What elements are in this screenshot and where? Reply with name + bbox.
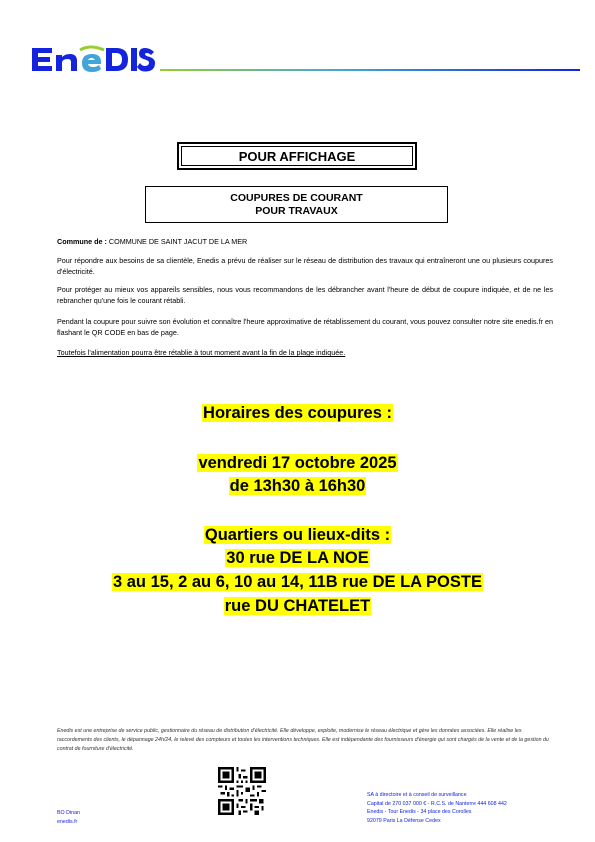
schedule-heading: Horaires des coupures : — [203, 404, 392, 422]
schedule-time: de 13h30 à 16h30 — [229, 477, 366, 495]
notice-paragraph-3: Pendant la coupure pour suivre son évolution et connaître l'heure approximative de rétablissement du courant, vous pouvez consulter notre site enedis.fr en flashant le QR CODE en bas de page. — [57, 317, 553, 337]
legal-line-3: Enedis - Tour Enedis - 34 place des Corolles — [367, 809, 472, 815]
company-legal-info — [367, 791, 507, 825]
location-line — [0, 595, 595, 617]
legal-line-2: Capital de 270 037 000 € - R.C.S. de Nanterre 444 608 442 — [367, 800, 507, 807]
schedule-time-line — [0, 475, 595, 497]
sender-office: BO Dinan — [57, 810, 80, 816]
location-item: rue DU CHATELET — [224, 597, 371, 615]
title-line-1: COUPURES DE COURANT — [230, 192, 363, 204]
location-item: 3 au 15, 2 au 6, 10 au 14, 11B rue DE LA POSTE — [113, 573, 482, 591]
location-line — [0, 547, 595, 569]
commune-name: COMMUNE DE SAINT JACUT DE LA MER — [108, 237, 248, 246]
legal-line-4: 92079 Paris La Défense Cedex — [367, 817, 441, 824]
footer-disclaimer: Enedis est une entreprise de service public, gestionnaire du réseau de distribution d'électricité. Elle développe, exploite, modernise le réseau électrique et gère les données associées. Elle réalise les raccordements des clients, le dépannage 24h/24, le relevé des compteurs et toutes les interventions techniques. Elle est indépendante des fournisseurs d'énergie qui sont chargés de la vente et de la gestion du contrat de fourniture d'électricité. — [57, 728, 549, 752]
title-line-2: POUR TRAVAUX — [255, 205, 338, 217]
commune-label: Commune de : — [57, 237, 107, 246]
schedule-heading-line — [0, 402, 595, 424]
sender-info — [57, 809, 80, 826]
qr-code[interactable] — [218, 767, 266, 815]
locations-heading: Quartiers ou lieux-dits : — [204, 526, 391, 544]
locations-heading-line — [0, 524, 595, 546]
schedule-date: vendredi 17 octobre 2025 — [198, 454, 397, 472]
commune-line — [57, 237, 553, 248]
notice-paragraph-1: Pour répondre aux besoins de sa clientèle, Enedis a prévu de réaliser sur le réseau de distribution des travaux qui entraîneront une ou plusieurs coupures d'électricité. — [57, 256, 553, 276]
display-label: POUR AFFICHAGE — [238, 149, 356, 164]
sender-website-link[interactable]: enedis.fr — [57, 818, 78, 825]
enedis-logo — [30, 42, 155, 74]
legal-line-1: SA à directoire et à conseil de surveillance — [367, 792, 467, 798]
display-notice-box — [177, 142, 417, 170]
brand-gradient-line — [160, 69, 580, 71]
location-item: 30 rue DE LA NOE — [226, 549, 369, 567]
qr-code-image — [218, 767, 266, 815]
location-line — [0, 571, 595, 593]
notice-paragraph-2: Pour protéger au mieux vos appareils sensibles, nous vous recommandons de les débrancher avant l'heure de début de coupure indiquée, et de ne les rebrancher qu'une fois le courant rétabli. — [57, 285, 553, 305]
title-box — [145, 186, 448, 223]
notice-paragraph-4: Toutefois l'alimentation pourra être rétablie à tout moment avant la fin de la plage indiquée. — [57, 348, 346, 357]
enedis-logo-mark — [30, 42, 155, 74]
schedule-date-line — [0, 452, 595, 474]
